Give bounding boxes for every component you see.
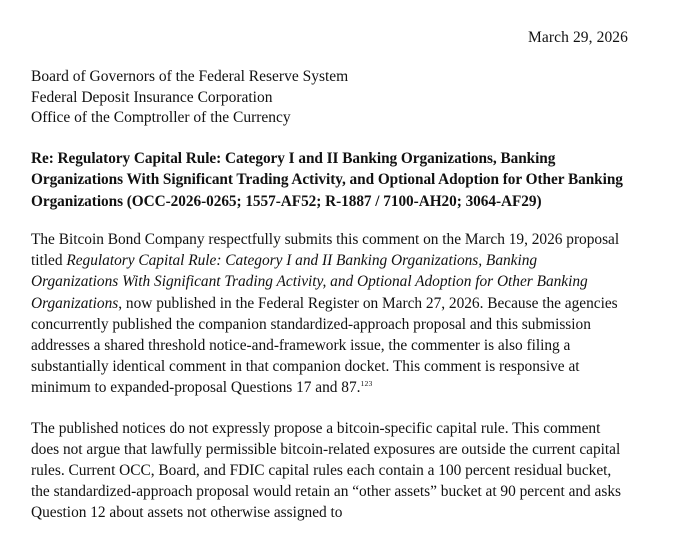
body-paragraph-2: The published notices do not expressly propose a bitcoin-specific capital rule. This comment does not argue that lawfully permissible bitcoin-related exposures are outside the current capital rules. Current OCC, Board, and FDIC capital rules each contain a 100 percent residual bucket, the standardized-approach proposal would retain an “other assets” bucket at 90 percent and asks Question 12 about assets not otherwise assigned to [31,419,621,522]
addressee-block [31,67,628,129]
paragraph-1-italic-title: Regulatory Capital Rule: Category I and II Banking Organizations, Banking Organizations With Significant Trading Activity, and Optional Adoption for Other Banking Organizations [31,252,588,312]
addressee-line-1: Board of Governors of the Federal Reserve System [31,68,349,85]
subject-line: Re: Regulatory Capital Rule: Category I and II Banking Organizations, Banking Organizations With Significant Trading Activity, and Optional Adoption for Other Banking Organizations (OCC-2026-0265; 1557-AF52; R-1887 / 7100-AH20; 3064-AF29) [31,149,623,210]
document-date: March 29, 2026 [528,29,628,46]
paragraph-1-tail: , now published in the Federal Register on March 27, 2026. Because the agencies concurrently published the companion standardized-approach proposal and this submission addresses a shared threshold notice-and-framework issue, the commenter is also filing a substantially identical comment in that companion docket. This comment is responsive at minimum to expanded-proposal Questions 17 and 87. [31,294,618,397]
paragraph-1-lead: The Bitcoin Bond Company respectfully submits this comment on the March 19, 2026 proposal titled [31,231,620,270]
body-paragraph-1 [31,229,628,399]
footnote-marker: 123 [360,379,373,389]
addressee-line-2: Federal Deposit Insurance Corporation [31,88,273,106]
addressee-line-3: Office of the Comptroller of the Currency [31,109,291,126]
